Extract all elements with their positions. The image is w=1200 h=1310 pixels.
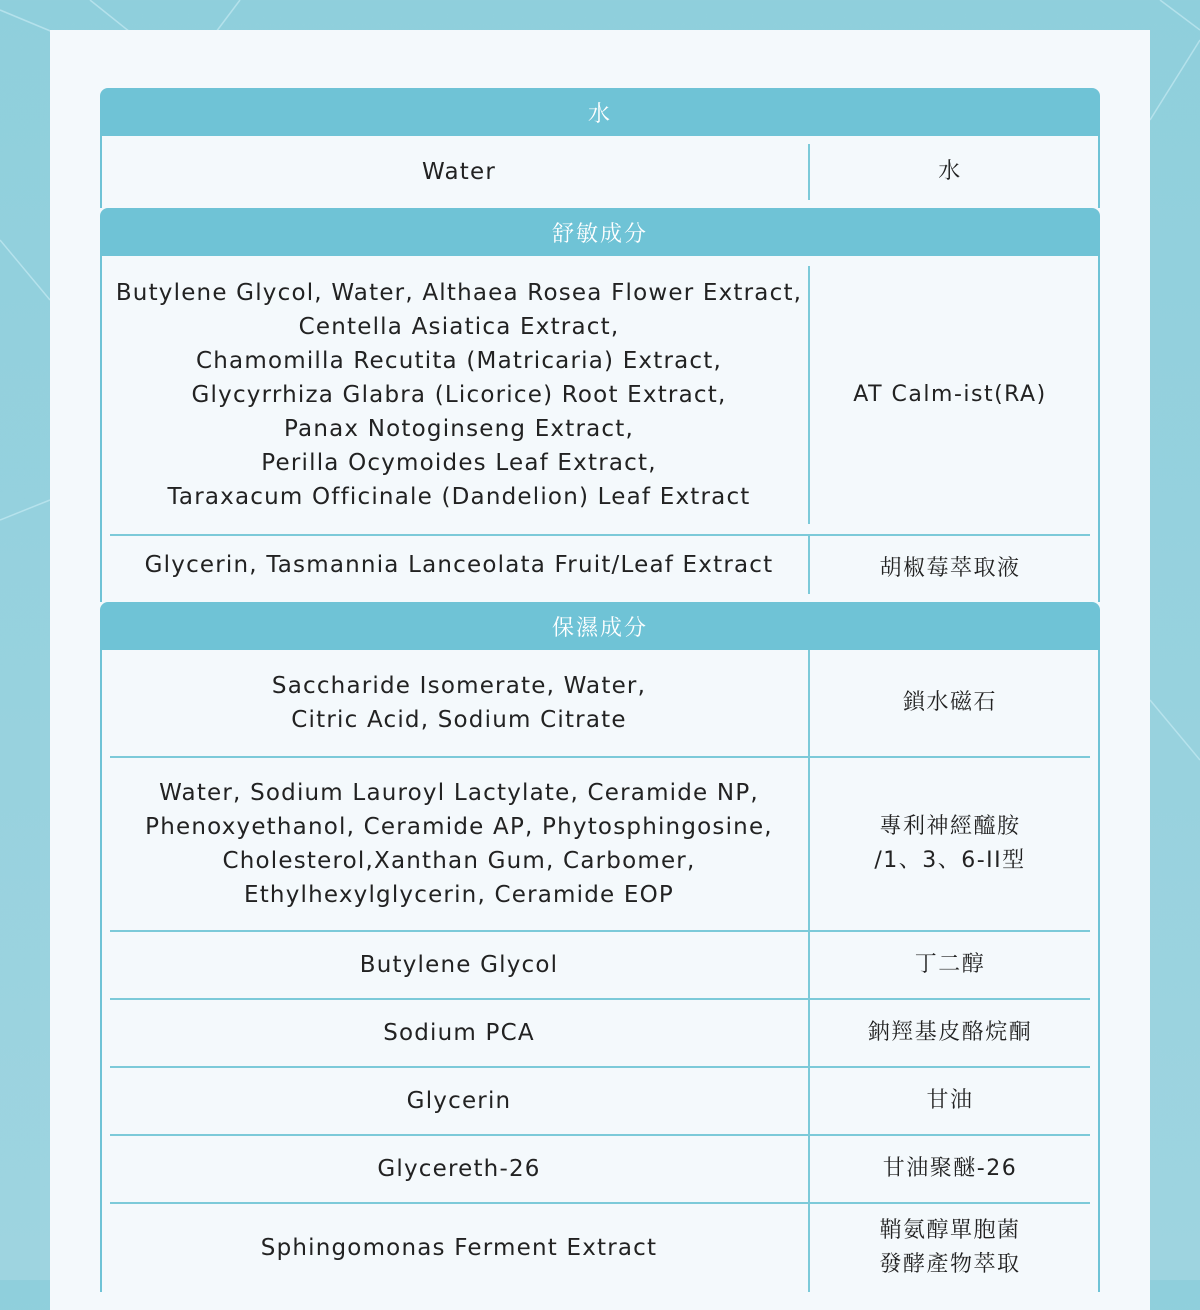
ingredient-inci: Water bbox=[110, 144, 810, 200]
table-row bbox=[110, 930, 1090, 998]
ingredient-inci: Sodium PCA bbox=[110, 1000, 810, 1066]
ingredient-chinese: 鎖水磁石 bbox=[902, 690, 997, 715]
section-water bbox=[100, 88, 1100, 208]
table-row bbox=[110, 1134, 1090, 1202]
section-body bbox=[100, 256, 1100, 602]
ingredient-inci: Butylene Glycol bbox=[110, 932, 810, 998]
ingredient-inci: Saccharide Isomerate, Water, Citric Acid, Sodium Citrate bbox=[110, 650, 810, 756]
ingredient-inci: Butylene Glycol, Water, Althaea Rosea Flower Extract, Centella Asiatica Extract, Chamomilla Recutita (Matricaria) Extract, Glycyrrhiza Glabra (Licorice) Root Extract, Panax Notoginseng Extract, Perilla Ocymoides Leaf Extract, Taraxacum Officinale (Dandelion) Leaf Extract bbox=[110, 266, 810, 524]
ingredient-chinese: 鈉羥基皮酪烷酮 bbox=[867, 1020, 1033, 1045]
ingredients-card bbox=[50, 30, 1150, 1310]
section-moisturizing bbox=[100, 602, 1100, 1292]
section-body bbox=[100, 650, 1100, 1292]
table-row bbox=[110, 998, 1090, 1066]
table-row bbox=[110, 650, 1090, 756]
section-soothing bbox=[100, 208, 1100, 602]
table-row bbox=[110, 534, 1090, 602]
ingredient-chinese: 甘油 bbox=[926, 1088, 974, 1113]
ingredient-inci: Sphingomonas Ferment Extract bbox=[110, 1204, 810, 1292]
ingredient-inci: Water, Sodium Lauroyl Lactylate, Ceramide NP, Phenoxyethanol, Ceramide AP, Phytosphingosine, Cholesterol,Xanthan Gum, Carbomer, Ethylhexylglycerin, Ceramide EOP bbox=[110, 758, 810, 930]
ingredient-chinese: 水 bbox=[938, 159, 962, 184]
ingredient-inci: Glycereth-26 bbox=[110, 1136, 810, 1202]
table-row bbox=[110, 136, 1090, 208]
section-header: 水 bbox=[100, 88, 1100, 136]
table-row bbox=[110, 256, 1090, 534]
ingredient-chinese: 鞘氨醇單胞菌 發酵產物萃取 bbox=[879, 1218, 1021, 1277]
ingredient-chinese: AT Calm-ist(RA) bbox=[853, 382, 1047, 407]
ingredient-chinese: 專利神經醯胺 /1、3、6-II型 bbox=[874, 814, 1026, 873]
ingredient-inci: Glycerin bbox=[110, 1068, 810, 1134]
section-body bbox=[100, 136, 1100, 208]
section-header: 舒敏成分 bbox=[100, 208, 1100, 256]
table-row bbox=[110, 1202, 1090, 1292]
ingredient-chinese: 胡椒莓萃取液 bbox=[879, 556, 1021, 581]
table-row bbox=[110, 1066, 1090, 1134]
ingredient-inci: Glycerin, Tasmannia Lanceolata Fruit/Leaf Extract bbox=[110, 536, 810, 594]
ingredient-chinese: 丁二醇 bbox=[914, 952, 986, 977]
ingredient-chinese: 甘油聚醚-26 bbox=[882, 1156, 1018, 1181]
ingredients-table bbox=[100, 88, 1100, 1292]
section-header: 保濕成分 bbox=[100, 602, 1100, 650]
table-row bbox=[110, 756, 1090, 930]
